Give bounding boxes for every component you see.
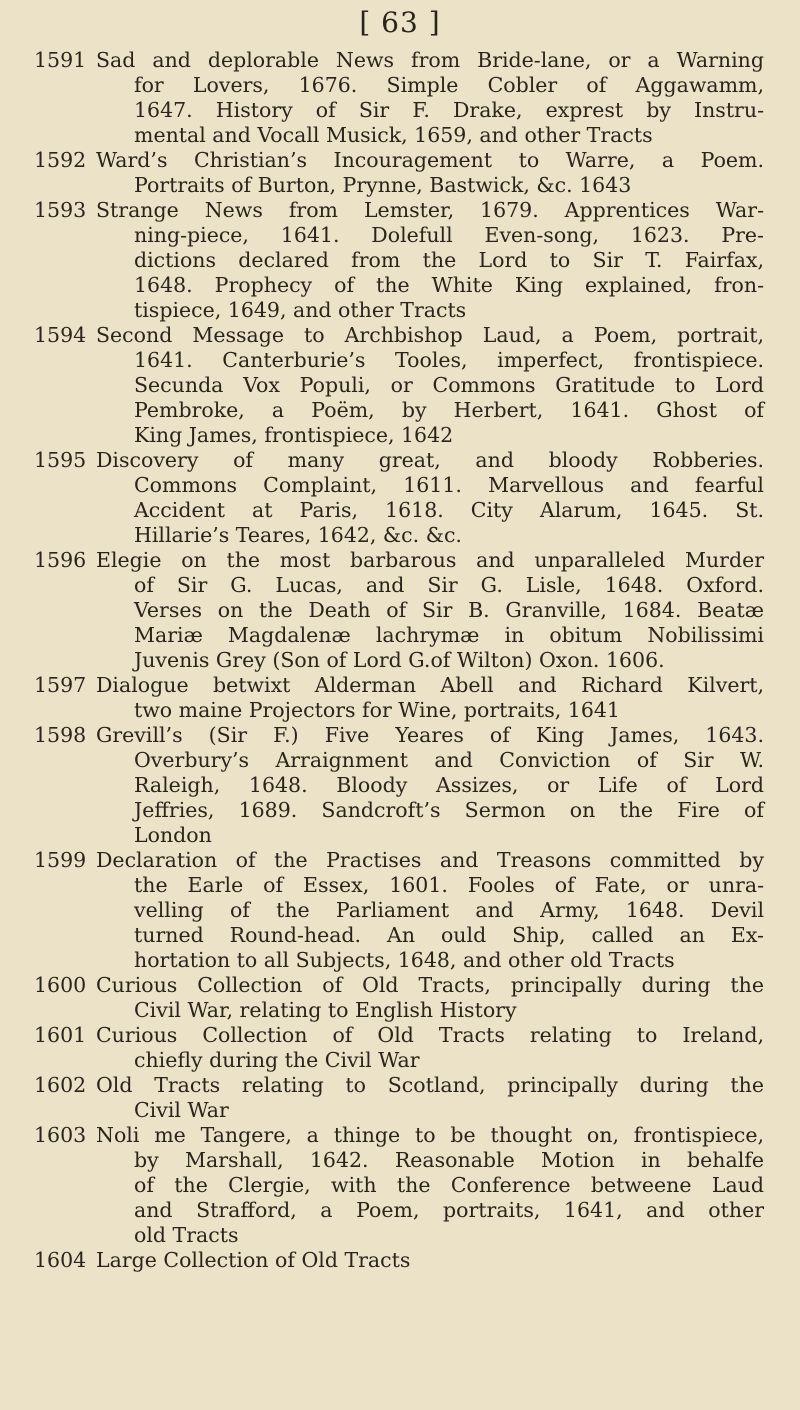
entry-line: velling of the Parliament and Army, 1648. Devil	[134, 898, 764, 922]
entry-description	[96, 1023, 764, 1073]
catalogue-entry	[34, 48, 764, 148]
entry-line: Strange News from Lemster, 1679. Apprentices War-	[96, 198, 764, 222]
lot-number: 1596	[34, 548, 87, 572]
entry-line: Secunda Vox Populi, or Commons Gratitude to Lord	[134, 373, 764, 397]
entry-line: Pembroke, a Poëm, by Herbert, 1641. Ghost of	[134, 398, 764, 422]
entry-line: Jeffries, 1689. Sandcroft’s Sermon on the Fire of	[134, 798, 764, 822]
catalogue-entry	[34, 323, 764, 448]
entry-line: Noli me Tangere, a thinge to be thought on, frontispiece,	[96, 1123, 764, 1147]
entry-description	[96, 198, 764, 323]
entry-description	[96, 448, 764, 548]
entry-line: two maine Projectors for Wine, portraits, 1641	[134, 698, 620, 722]
entry-line: Grevill’s (Sir F.) Five Yeares of King James, 1643.	[96, 723, 764, 747]
lot-number: 1597	[34, 673, 87, 697]
entry-line: Declaration of the Practises and Treasons committed by	[96, 848, 764, 872]
entry-line: of the Clergie, with the Conference betweene Laud	[134, 1173, 764, 1197]
page-number: [ 63 ]	[359, 6, 441, 39]
entry-description	[96, 973, 764, 1023]
lot-number: 1595	[34, 448, 87, 472]
entry-line: ning-piece, 1641. Dolefull Even-song, 1623. Pre-	[134, 223, 764, 247]
catalogue-entry	[34, 673, 764, 723]
entry-description	[96, 848, 764, 973]
entry-line: Mariæ Magdalenæ lachrymæ in obitum Nobilissimi	[134, 623, 764, 647]
entry-line: Dialogue betwixt Alderman Abell and Richard Kilvert,	[96, 673, 764, 697]
entry-line: hortation to all Subjects, 1648, and other old Tracts	[134, 948, 675, 972]
entry-line: Portraits of Burton, Prynne, Bastwick, &c. 1643	[134, 173, 632, 197]
catalogue-entry	[34, 848, 764, 973]
catalogue-entry	[34, 1123, 764, 1248]
entry-line: Old Tracts relating to Scotland, principally during the	[96, 1073, 764, 1097]
lot-number: 1602	[34, 1073, 87, 1097]
entry-line: Accident at Paris, 1618. City Alarum, 1645. St.	[134, 498, 764, 522]
catalogue-entry	[34, 448, 764, 548]
entry-description	[96, 1073, 764, 1123]
catalogue-entry	[34, 148, 764, 198]
entry-line: King James, frontispiece, 1642	[134, 423, 454, 447]
lot-number: 1598	[34, 723, 87, 747]
catalogue-entry	[34, 548, 764, 673]
lot-number: 1600	[34, 973, 87, 997]
catalogue-entry	[34, 973, 764, 1023]
entry-line: Juvenis Grey (Son of Lord G.of Wilton) Oxon. 1606.	[134, 648, 665, 672]
entry-line: Elegie on the most barbarous and unparalleled Murder	[96, 548, 764, 572]
entry-line: tispiece, 1649, and other Tracts	[134, 298, 467, 322]
entry-line: Curious Collection of Old Tracts, principally during the	[96, 973, 764, 997]
lot-number: 1604	[34, 1248, 87, 1272]
entry-line: dictions declared from the Lord to Sir T. Fairfax,	[134, 248, 764, 272]
entry-description	[96, 673, 764, 723]
entry-description	[96, 1248, 764, 1273]
entry-line: by Marshall, 1642. Reasonable Motion in behalfe	[134, 1148, 764, 1172]
entry-line: Raleigh, 1648. Bloody Assizes, or Life of Lord	[134, 773, 764, 797]
entry-description	[96, 48, 764, 148]
entry-line: Ward’s Christian’s Incouragement to Warre, a Poem.	[96, 148, 764, 172]
catalogue-entry	[34, 1023, 764, 1073]
lot-number: 1591	[34, 48, 87, 72]
entry-line: Overbury’s Arraignment and Conviction of Sir W.	[134, 748, 764, 772]
entry-line: turned Round-head. An ould Ship, called an Ex-	[134, 923, 764, 947]
lot-number: 1601	[34, 1023, 87, 1047]
entry-line: Civil War	[134, 1098, 229, 1122]
entry-line: 1648. Prophecy of the White King explained, fron-	[134, 273, 764, 297]
entry-line: Large Collection of Old Tracts	[96, 1248, 411, 1272]
entry-line: Sad and deplorable News from Bride-lane, or a Warning	[96, 48, 764, 72]
catalogue-entry	[34, 723, 764, 848]
entry-line: London	[134, 823, 212, 847]
catalogue-entry	[34, 198, 764, 323]
lot-number: 1603	[34, 1123, 87, 1147]
entry-line: for Lovers, 1676. Simple Cobler of Aggawamm,	[134, 73, 764, 97]
lot-number: 1594	[34, 323, 87, 347]
entry-line: Second Message to Archbishop Laud, a Poem, portrait,	[96, 323, 764, 347]
entry-line: the Earle of Essex, 1601. Fooles of Fate, or unra-	[134, 873, 764, 897]
lot-number: 1593	[34, 198, 87, 222]
catalogue-entry	[34, 1248, 764, 1273]
entry-line: of Sir G. Lucas, and Sir G. Lisle, 1648. Oxford.	[134, 573, 764, 597]
entry-description	[96, 148, 764, 198]
entry-line: chiefly during the Civil War	[134, 1048, 420, 1072]
entry-line: 1647. History of Sir F. Drake, exprest by Instru-	[134, 98, 764, 122]
entry-line: Commons Complaint, 1611. Marvellous and fearful	[134, 473, 764, 497]
entry-line: Civil War, relating to English History	[134, 998, 517, 1022]
lot-number: 1599	[34, 848, 87, 872]
entry-description	[96, 723, 764, 848]
entry-description	[96, 323, 764, 448]
entry-line: Discovery of many great, and bloody Robberies.	[96, 448, 764, 472]
entry-line: and Strafford, a Poem, portraits, 1641, and other	[134, 1198, 764, 1222]
entry-line: 1641. Canterburie’s Tooles, imperfect, frontispiece.	[134, 348, 764, 372]
catalogue-entry	[34, 1073, 764, 1123]
entry-line: old Tracts	[134, 1223, 239, 1247]
entry-line: Curious Collection of Old Tracts relating to Ireland,	[96, 1023, 764, 1047]
catalogue-entries	[34, 48, 764, 1273]
entry-line: Hillarie’s Teares, 1642, &c. &c.	[134, 523, 462, 547]
entry-line: Verses on the Death of Sir B. Granville, 1684. Beatæ	[134, 598, 764, 622]
entry-description	[96, 1123, 764, 1248]
entry-description	[96, 548, 764, 673]
lot-number: 1592	[34, 148, 87, 172]
entry-line: mental and Vocall Musick, 1659, and other Tracts	[134, 123, 653, 147]
